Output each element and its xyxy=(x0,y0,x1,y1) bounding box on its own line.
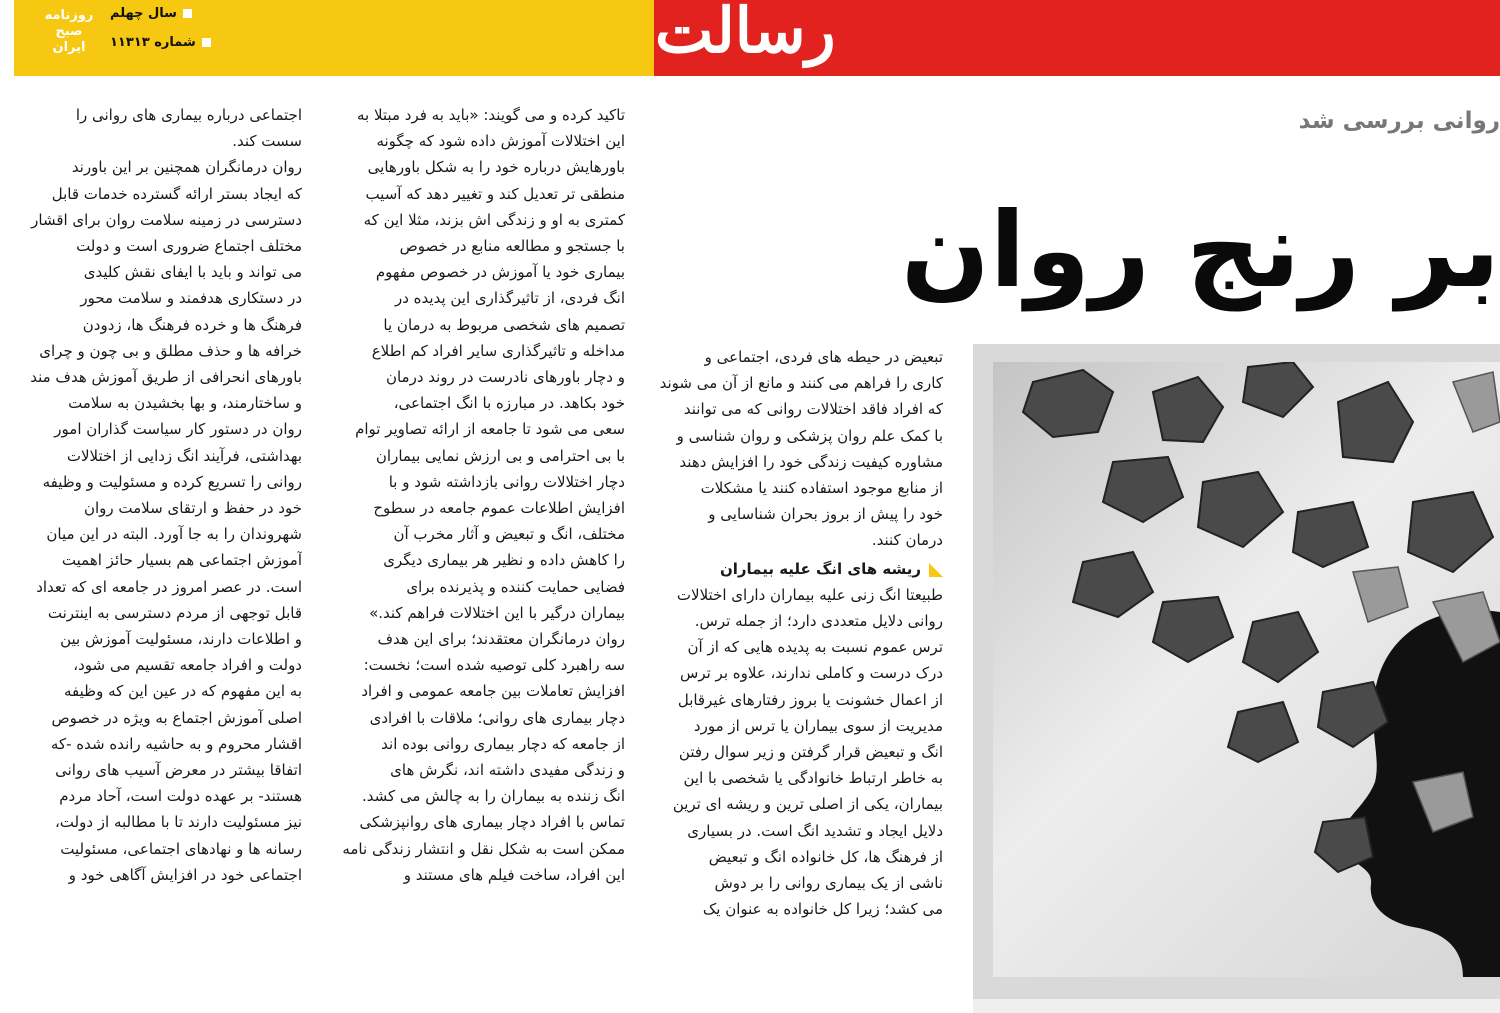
column-2-intro-lines xyxy=(655,344,943,554)
text-line: دچار اختلالات روانی بازداشته شود و با xyxy=(388,472,625,491)
text-line: تاکید کرده و می گویند: «باید به فرد مبتلا به xyxy=(356,106,625,124)
text-line: مختلف اجتماع ضروری است و دولت xyxy=(76,237,302,256)
text-line: ممکن است به شکل نقل و انتشار زندگی نامه xyxy=(342,839,625,858)
text-line: اقشار محروم و به حاشیه رانده شده -که xyxy=(50,734,302,753)
text-line: این افراد، ساخت فیلم های مستند و xyxy=(403,865,625,884)
text-line: آموزش اجتماعی هم بسیار حائز اهمیت xyxy=(61,551,302,570)
text-line: نیز مسئولیت دارند تا با مطالبه از دولت، xyxy=(54,813,302,832)
text-line: باورهایش درباره خود را به شکل باورهایی xyxy=(367,158,625,177)
article-kicker: روانی بررسی شد xyxy=(1298,108,1500,134)
text-line: خرافه ها و حذف مطلق و بی چون و چرای xyxy=(39,341,302,360)
text-line: باورهای انحرافی از طریق آموزش هدف مند xyxy=(30,368,302,387)
text-line: از جامعه که دچار بیماری روانی بوده اند xyxy=(381,734,625,753)
text-line: مدیریت از سوی بیماران یا ترس از مورد xyxy=(693,716,943,735)
crumpled-paper-head-illustration xyxy=(993,362,1500,977)
text-line: به این مفهوم که در عین این که وظیفه xyxy=(64,682,302,701)
text-line: و اطلاعات دارند، مسئولیت آموزش بین xyxy=(60,630,302,649)
text-line: می تواند و باید با ایفای نقش کلیدی xyxy=(83,263,302,282)
text-line: روان درمانگران معتقدند؛ برای این هدف xyxy=(377,630,625,649)
text-line: طبیعتا انگ زنی علیه بیماران دارای اختلالات xyxy=(676,585,943,604)
article-column-3 xyxy=(335,102,625,1013)
text-line: تبعیض در حیطه های فردی، اجتماعی و xyxy=(704,348,943,366)
text-line: می کشد؛ زیرا کل خانواده به عنوان یک xyxy=(702,900,943,919)
text-line: و دچار باورهای نادرست در روند درمان xyxy=(385,368,625,387)
text-line: مختلف، انگ و تبعیض و آثار مخرب آن xyxy=(393,525,625,544)
section-subheading-text: ریشه های انگ علیه بیماران xyxy=(719,559,921,578)
bottom-caption-strip xyxy=(973,999,1500,1013)
text-line: با جستجو و مطالعه منابع در خصوص xyxy=(399,237,625,256)
text-line: مشاوره کیفیت زندگی خود را افزایش دهند xyxy=(679,452,943,471)
article-headline: بر رنج روان xyxy=(901,189,1500,311)
text-line: مداخله و تاثیرگذاری سایر افراد کم اطلاع xyxy=(371,341,625,360)
text-line: از فرهنگ ها، کل خانواده انگ و تبعیض xyxy=(708,847,943,866)
text-line: اجتماعی درباره بیماری های روانی را xyxy=(75,106,302,124)
issue-number xyxy=(110,35,211,50)
column-2-body-lines xyxy=(655,582,943,923)
text-line: شهروندان را به جا آورد. البته در این میان xyxy=(46,525,302,544)
text-line: از منابع موجود استفاده کنند یا مشکلات xyxy=(700,479,943,498)
text-line: هستند- بر عهده دولت است، آحاد مردم xyxy=(59,787,302,806)
text-line: و زندگی مفیدی داشته اند، نگرش های xyxy=(390,761,625,780)
text-line: از اعمال خشونت یا بروز رفتارهای غیرقابل xyxy=(677,690,943,709)
text-line: روان در دستور کار سیاست گذاران امور xyxy=(54,420,302,439)
text-line: را کاهش داده و نظیر هر بیماری دیگری xyxy=(383,551,625,570)
article-column-4 xyxy=(18,102,302,1013)
article-photo xyxy=(993,362,1500,977)
bullet-square-icon xyxy=(183,9,192,18)
text-line: و ساختارمند، و بها بخشیدن به سلامت xyxy=(68,394,302,413)
text-line: بیماری خود یا آموزش در خصوص مفهوم xyxy=(375,263,625,282)
text-line: که ایجاد بستر ارائه گسترده خدمات قابل xyxy=(51,184,302,203)
text-line: کاری را فراهم می کنند و مانع از آن می شوند xyxy=(659,374,943,393)
text-line: افزایش اطلاعات عموم جامعه در سطوح xyxy=(373,499,625,518)
issue-number-text: شماره ۱۱۳۱۳ xyxy=(110,35,196,50)
text-line: درک درست و کاملی ندارند، علاوه بر ترس xyxy=(680,664,943,683)
text-line: خود در حفظ و ارتقای سلامت روان xyxy=(83,499,302,518)
text-line: اتفاقا بیشتر در معرض آسیب های روانی xyxy=(55,761,302,780)
text-line: بیماران، یکی از اصلی ترین و ریشه ای ترین xyxy=(672,795,943,814)
text-line: فرهنگ ها و خرده فرهنگ ها، زدودن xyxy=(82,315,302,334)
text-line: است. در عصر امروز در جامعه ای که تعداد xyxy=(36,577,302,596)
text-line: انگ زننده به بیماران را به چالش می کشد. xyxy=(361,787,625,806)
text-line: که افراد فاقد اختلالات روانی که می توانند xyxy=(683,400,943,419)
text-line: خود بکاهد. در مبارزه با انگ اجتماعی، xyxy=(393,394,625,413)
text-line: روانی دلایل متعددی دارد؛ از جمله ترس. xyxy=(694,612,943,631)
text-line: درمان کنند. xyxy=(871,531,943,550)
newspaper-name: روزنامه صبح ایران xyxy=(44,8,94,55)
article-column-2 xyxy=(655,344,943,1013)
text-line: خود را پیش از بروز بحران شناسایی و xyxy=(708,505,943,524)
text-line: این اختلالات آموزش داده شود که چگونه xyxy=(376,132,625,151)
text-line: سعی می شود تا جامعه از ارائه تصاویر توام xyxy=(355,420,625,439)
text-line: روان درمانگران همچنین بر این باورند xyxy=(71,158,302,177)
bullet-square-icon xyxy=(202,38,211,47)
text-line: رسانه ها و نهادهای اجتماعی، مسئولیت xyxy=(60,839,302,858)
text-line: دسترسی در زمینه سلامت روان برای اقشار xyxy=(31,210,302,229)
text-line: اصلی آموزش اجتماع به ویژه در خصوص xyxy=(51,708,302,727)
text-line: فضایی حمایت کننده و پذیرنده برای xyxy=(406,577,625,596)
text-line: دولت و افراد جامعه تقسیم می شود، xyxy=(73,656,302,675)
text-line: انگ فردی، از تاثیرگذاری این پدیده در xyxy=(394,289,625,308)
text-line: با بی احترامی و بی ارزش نمایی بیماران xyxy=(375,446,625,465)
text-line: قابل توجهی از مردم دسترسی به اینترنت xyxy=(47,603,302,622)
text-line: به خاطر ارتباط خانوادگی یا شخصی با این xyxy=(683,769,943,788)
volume-year xyxy=(110,6,192,21)
text-line: ناشی از یک بیماری روانی را بر دوش xyxy=(714,874,943,893)
newspaper-logo: رسالت xyxy=(655,0,836,67)
text-line: افزایش تعاملات بین جامعه عمومی و افراد xyxy=(361,682,625,701)
text-line: ترس عموم نسبت به پدیده هایی که از آن xyxy=(687,638,943,657)
volume-year-text: سال چهلم xyxy=(110,6,177,21)
text-line: تصمیم های شخصی مربوط به درمان یا xyxy=(383,315,625,334)
text-line: بیماران درگیر با این اختلالات فراهم کند.» xyxy=(369,603,625,622)
subheading-marker-icon xyxy=(929,563,943,577)
section-subheading xyxy=(655,556,943,582)
text-line: سست کند. xyxy=(232,132,302,151)
text-line: اجتماعی خود در افزایش آگاهی خود و xyxy=(68,865,302,884)
text-line: دلایل ایجاد و تشدید انگ است. در بسیاری xyxy=(687,821,943,840)
text-line: در دستکاری هدفمند و سلامت محور xyxy=(80,289,302,308)
text-line: سه راهبرد کلی توصیه شده است؛ نخست: xyxy=(363,656,625,675)
text-line: انگ و تبعیض قرار گرفتن و زیر سوال رفتن xyxy=(678,743,943,762)
text-line: روانی را تسریع کرده و مسئولیت و وظیفه xyxy=(42,472,302,491)
text-line: منطقی تر تعدیل کند و تغییر دهد که آسیب xyxy=(365,184,625,203)
text-line: با کمک علم روان پزشکی و روان شناسی و xyxy=(676,426,943,445)
text-line: کمتری به او و زندگی اش بزند، مثلا این که xyxy=(363,210,625,229)
text-line: تماس با افراد دچار بیماری های روانپزشکی xyxy=(359,813,625,832)
text-line: بهداشتی، فرآیند انگ زدایی از اختلالات xyxy=(66,446,302,465)
text-line: دچار بیماری های روانی؛ ملاقات با افرادی xyxy=(369,708,625,727)
